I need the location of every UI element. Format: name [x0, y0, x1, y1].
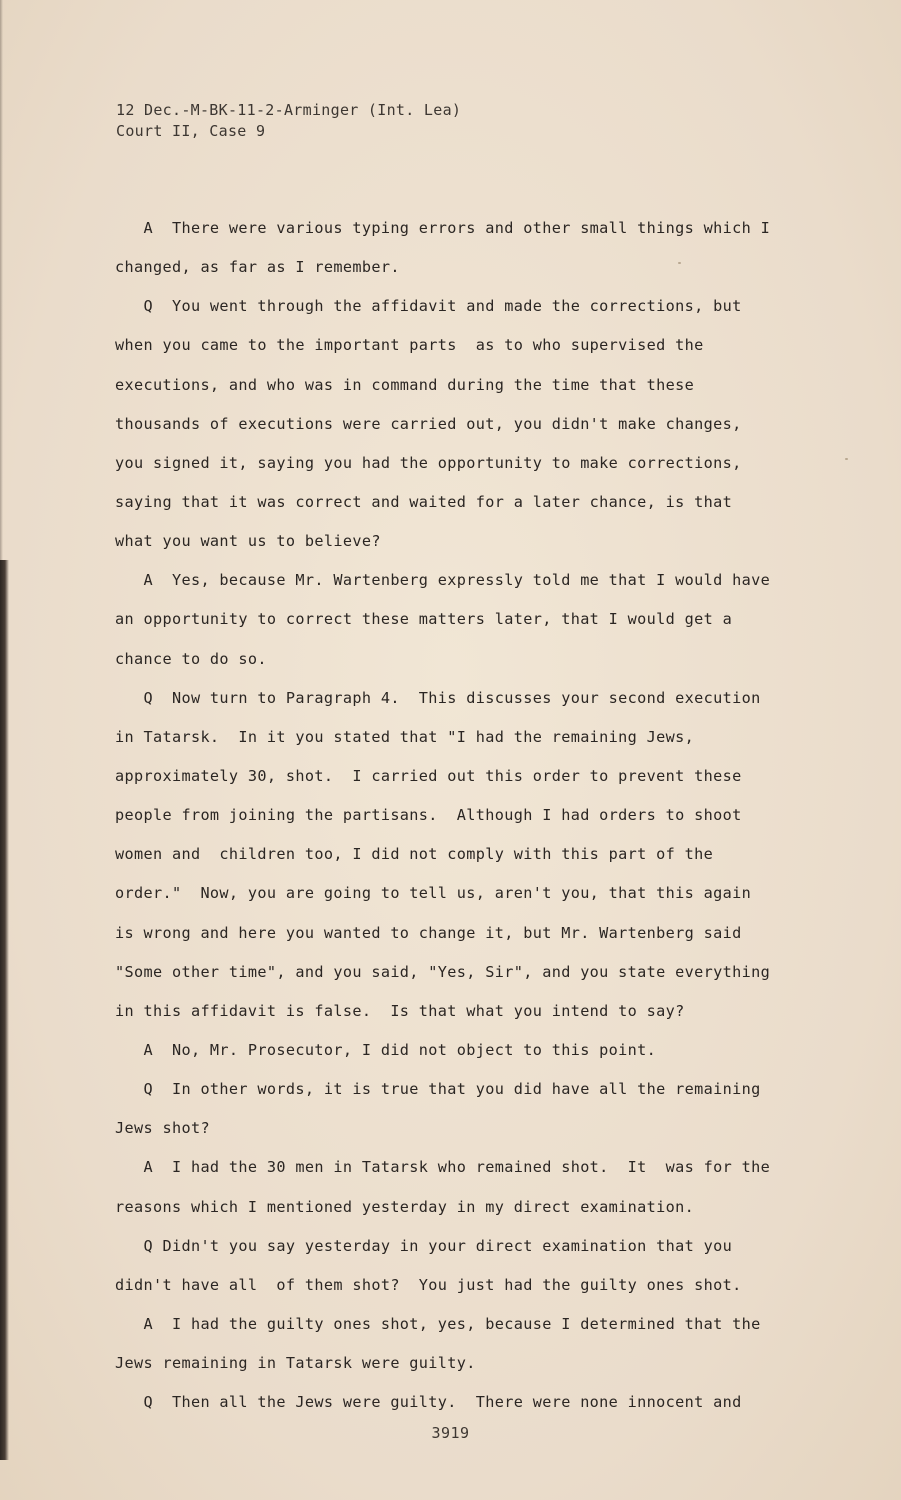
transcript-line: executions, and who was in command during the time that these: [115, 375, 695, 394]
document-header: [116, 100, 461, 142]
transcript-line: Q Now turn to Paragraph 4. This discusses your second execution: [115, 688, 761, 707]
transcript-line: when you came to the important parts as to who supervised the: [115, 336, 704, 355]
transcript-line: in this affidavit is false. Is that what you intend to say?: [115, 1001, 685, 1020]
transcript-line: what you want us to believe?: [115, 532, 381, 551]
transcript-line: "Some other time", and you said, "Yes, Sir", and you state everything: [115, 962, 771, 981]
transcript-line: A I had the guilty ones shot, yes, because I determined that the: [115, 1314, 761, 1333]
transcript-line: A Yes, because Mr. Wartenberg expressly told me that I would have: [115, 571, 771, 590]
transcript-line: people from joining the partisans. Although I had orders to shoot: [115, 806, 742, 825]
scan-edge-shadow: [0, 0, 3, 560]
transcript-line: Q In other words, it is true that you did have all the remaining: [115, 1080, 761, 1099]
transcript-line: A No, Mr. Prosecutor, I did not object to this point.: [115, 1040, 657, 1059]
page-number: 3919: [431, 1424, 470, 1442]
transcript-line: Q You went through the affidavit and made the corrections, but: [115, 297, 742, 316]
paper-speck: [845, 458, 848, 460]
transcript-line: an opportunity to correct these matters later, that I would get a: [115, 610, 733, 629]
transcript-line: women and children too, I did not comply with this part of the: [115, 845, 714, 864]
transcript-line: Jews shot?: [115, 1119, 210, 1138]
scan-edge-dark: [0, 560, 9, 1460]
transcript-line: saying that it was correct and waited for a later chance, is that: [115, 492, 733, 511]
transcript-line: is wrong and here you wanted to change it, but Mr. Wartenberg said: [115, 923, 742, 942]
transcript-line: Jews remaining in Tatarsk were guilty.: [115, 1354, 476, 1373]
transcript-line: Q Then all the Jews were guilty. There were none innocent and: [115, 1393, 742, 1412]
transcript-line: thousands of executions were carried out, you didn't make changes,: [115, 414, 742, 433]
transcript-body: [115, 214, 795, 1427]
transcript-line: reasons which I mentioned yesterday in my direct examination.: [115, 1197, 695, 1216]
transcript-line: order." Now, you are going to tell us, aren't you, that this again: [115, 884, 752, 903]
header-court-line: Court II, Case 9: [116, 122, 266, 140]
transcript-line: A There were various typing errors and other small things which I: [115, 219, 771, 237]
transcript-line: changed, as far as I remember.: [115, 258, 400, 277]
transcript-line: A I had the 30 men in Tatarsk who remained shot. It was for the: [115, 1158, 771, 1177]
transcript-line: you signed it, saying you had the opportunity to make corrections,: [115, 453, 742, 472]
transcript-line: in Tatarsk. In it you stated that "I had the remaining Jews,: [115, 727, 695, 746]
header-reference-line: 12 Dec.-M-BK-11-2-Arminger (Int. Lea): [116, 101, 462, 119]
transcript-line: chance to do so.: [115, 649, 267, 668]
transcript-line: didn't have all of them shot? You just had the guilty ones shot.: [115, 1275, 742, 1294]
transcript-line: approximately 30, shot. I carried out this order to prevent these: [115, 766, 742, 785]
transcript-line: Q Didn't you say yesterday in your direct examination that you: [115, 1236, 733, 1255]
